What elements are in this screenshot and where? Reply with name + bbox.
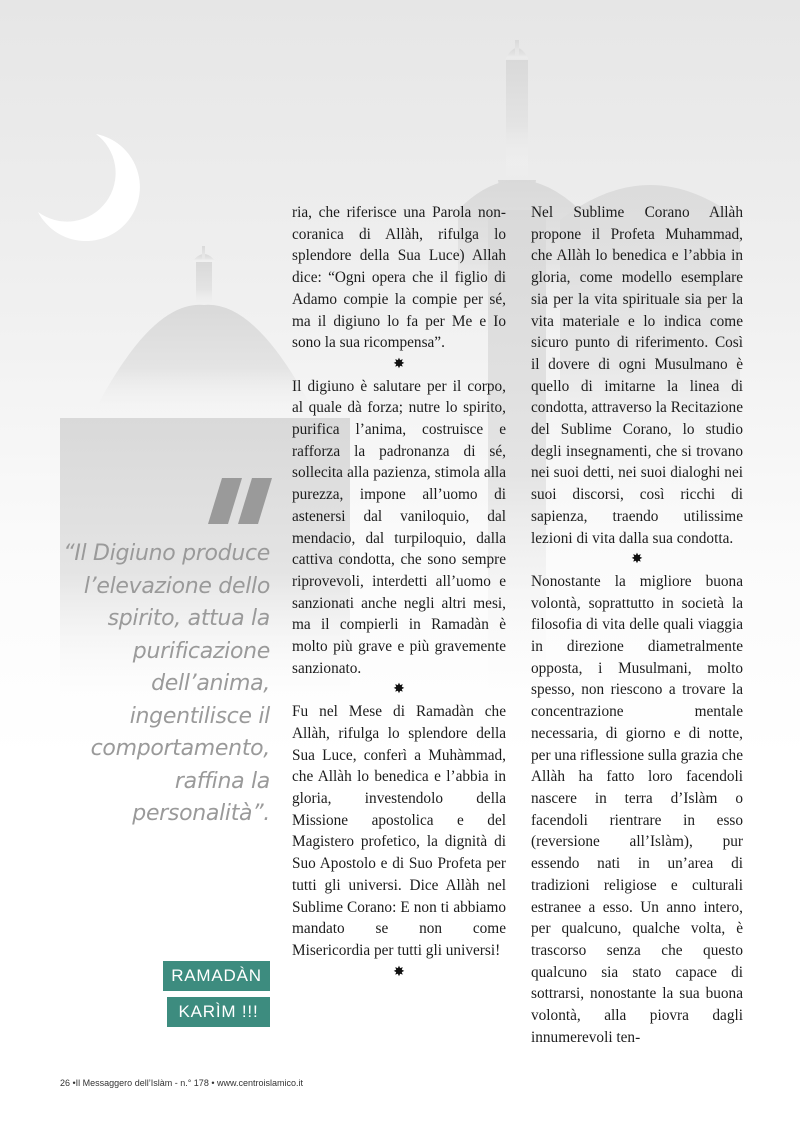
col1-paragraph-1: ria, che riferisce una Parola non-coranica di Allàh, rifulga lo splendore della Sua Luce) Allah dice: “Ogni opera che il figlio di Adamo compie la compie per sé, ma il digiuno lo fa per Me e Io sono la sua ricompensa”. (292, 204, 506, 352)
quote-mark-icon (208, 478, 272, 524)
page-footer: 26 •Il Messaggero dell’Islàm - n.° 178 • www.centroislamico.it (60, 1078, 303, 1088)
col1-paragraph-2: Il digiuno è salutare per il corpo, al quale dà forza; nutre lo spirito, purifica l’anima, costruisce e rafforza la padronanza di sé, sollecita alla pazienza, stimola alla purezza, impone all’uomo di astenersi dal vaniloquio, dal mendacio, dal turpiloquio, dalla cattiva condotta, che sono sempre riprovevoli, interdetti all’uomo e sanzionati anche negli altri mesi, ma il compierli in Ramadàn è molto più grave e più gravemente sanzionato. (292, 377, 506, 677)
karim-tag: KARÌM !!! (167, 997, 270, 1027)
col2-paragraph-1: Nel Sublime Corano Allàh propone il Profeta Muhammad, che Allàh lo benedica e l’abbia in gloria, come modello esemplare sia per la vita spirituale sia per la vita materiale e lo indica come sicuro punto di riferimento. Così il dovere di ogni Musulmano è quello di imitarne la linea di condotta, attraverso la Recitazione del Sublime Corano, lo studio degli insegnamenti, che si trovano nei suoi detti, nei suoi dialoghi nei suoi discorsi, così ricchi di sapienza, traendo utilissime lezioni di vita dalla sua condotta. (531, 204, 743, 547)
ramadan-tag: RAMADÀN (163, 961, 270, 991)
pull-quote: “Il Digiuno produce l’elevazione dello spirito, attua la purificazione dell’anima, ingentilisce il comportamento, raffina la personalità”. (63, 541, 270, 826)
col2-paragraph-2: Nonostante la migliore buona volontà, soprattutto in società la filosofia di vita delle quali viaggia in direzione diametralmente opposta, i Musulmani, molto spesso, non riescono a trovare la concentrazione mentale necessaria, di giorno e di notte, per una riflessione sulla grazia che Allàh ha fatto loro facendoli nascere in terra d’Islàm o facendoli rientrare in esso (reversione all’Islàm), pur essendo nati in un’area di tradizioni religiose e culturali estranee a esso. Un anno intero, per qualcuno, qualche volta, è trascorso senza che questo qualcuno sia stato capace di sottrarsi, nonostante la sua buona volontà, alla piovra dagli innumerevoli ten- (531, 572, 743, 1046)
star-separator-icon: ✸ (393, 964, 405, 980)
crescent-moon-icon (38, 134, 140, 241)
article-column-2 (531, 202, 743, 1048)
article-column-1 (292, 202, 506, 983)
star-separator-icon: ✸ (393, 682, 405, 698)
col1-paragraph-3: Fu nel Mese di Ramadàn che Allàh, rifulga lo splendore della Sua Luce, conferì a Muhàmmad, che Allàh lo benedica e l’abbia in gloria, investendolo della Missione apostolica e del Magistero profetico, la dignità di Suo Apostolo e di Suo Profeta per tutti gli universi. Dice Allàh nel Sublime Corano: E non ti abbiamo mandato se non come Misericordia per tutti gli universi! (292, 703, 506, 959)
star-separator-icon: ✸ (631, 552, 643, 568)
star-separator-icon: ✸ (393, 356, 405, 372)
